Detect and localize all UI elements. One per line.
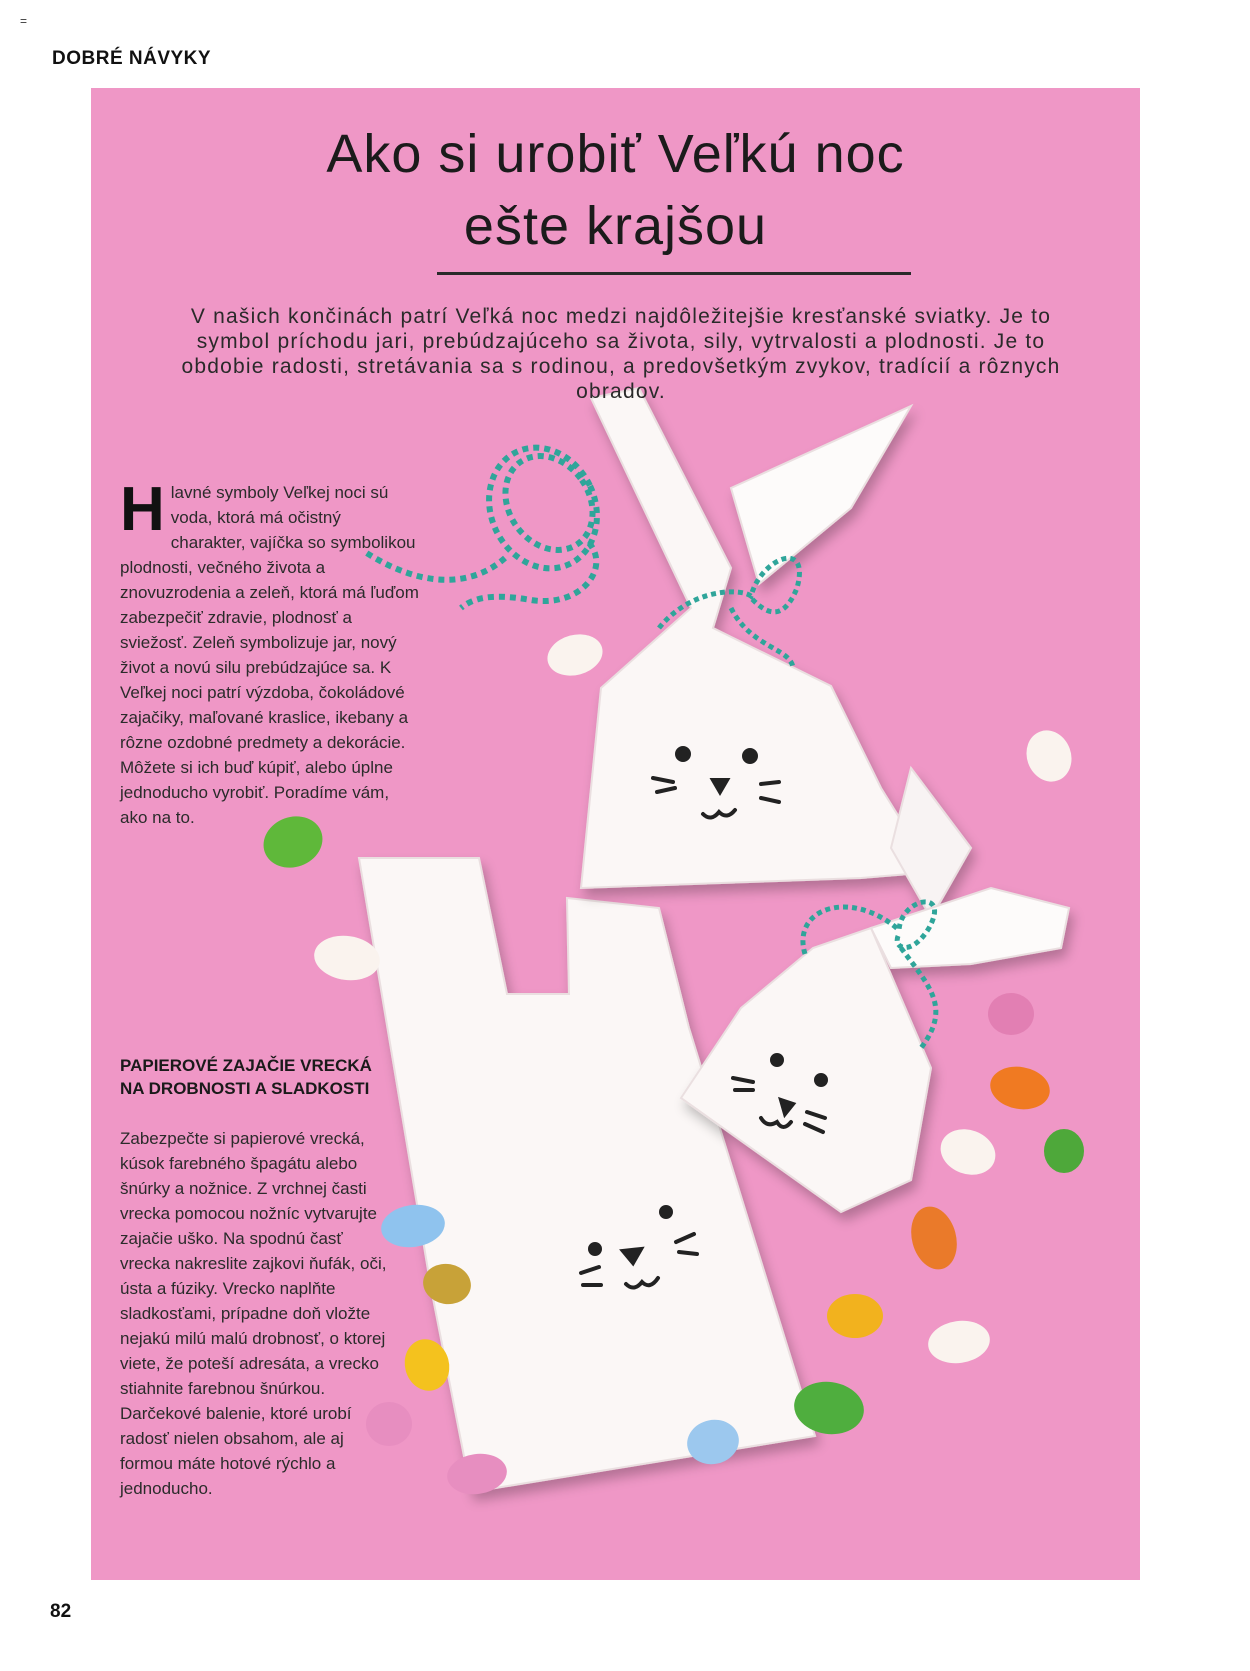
article-intro: V našich končinách patrí Veľká noc medzi najdôležitejšie kresťanské sviatky. Je to symbol príchodu jari, prebúdzajúceho sa života, sily, vytrvalosti a plodnosti. Je to obdobie radosti, stretávania sa s rodinou, a predovšetkým zvykov, tradícií a rôznych obradov. bbox=[181, 305, 1061, 403]
egg-orange bbox=[904, 1201, 963, 1274]
article-panel bbox=[91, 88, 1140, 1580]
egg-green bbox=[1044, 1129, 1084, 1173]
top-mark: = bbox=[20, 14, 28, 28]
egg-white bbox=[934, 1122, 1002, 1182]
article-title bbox=[91, 118, 1140, 262]
bunny-bag-top bbox=[581, 388, 971, 918]
instructions-text: Zabezpečte si papierové vrecká, kúsok farebného špagátu alebo šnúrky a nožnice. Z vrchnej časti vrecka pomocou nožníc vytvarujte zajačie uško. Na spodnú časť vrecka nakreslite zajkovi ňufák, oči, ústa a fúziky. Vrecko naplňte sladkosťami, prípadne doň vložte nejakú milú malú drobnosť, o ktorej viete, že poteší adresáta, a vrecko stiahnite farebnou šnúrkou. Darčekové balenie, ktoré urobí radosť nielen obsahom, ale aj formou máte hotové rýchlo a jednoducho. bbox=[120, 1129, 387, 1498]
article-title-line1: Ako si urobiť Veľkú noc bbox=[326, 124, 905, 184]
title-rule bbox=[437, 272, 911, 275]
egg-pink bbox=[988, 993, 1034, 1035]
egg-yellow bbox=[827, 1294, 883, 1338]
egg-orange bbox=[987, 1062, 1053, 1114]
egg-white bbox=[1019, 724, 1078, 788]
page-number: 82 bbox=[50, 1601, 72, 1622]
egg-white bbox=[543, 628, 607, 681]
subheading: PAPIEROVÉ ZAJAČIE VRECKÁ NA DROBNOSTI A SLADKOSTI bbox=[120, 1056, 372, 1098]
egg-white bbox=[925, 1317, 992, 1367]
section-label: DOBRÉ NÁVYKY bbox=[52, 48, 212, 69]
article-body bbox=[120, 475, 420, 830]
bunny-bag-right bbox=[681, 888, 1069, 1212]
drop-cap: H bbox=[120, 475, 165, 544]
article-title-line2: ešte krajšou bbox=[463, 196, 768, 256]
article-body-text: lavné symboly Veľkej noci sú voda, ktorá má očistný charakter, vajíčka so symbolikou plodnosti, večného života a znovuzrodenia a zeleň, ktorá má ľuďom zabezpečiť zdravie, plodnosť a sviežosť. Zeleň symbolizuje jar, nový život a novú silu prebúdzajúce sa. K Veľkej noci patrí výzdoba, čokoládové zajačiky, maľované kraslice, ikebany a rôzne ozdobné predmety a dekorácie. Môžete si ich buď kúpiť, alebo úplne jednoducho vyrobiť. Poradíme vám, ako na to. bbox=[120, 483, 419, 827]
bunny-bag-large bbox=[359, 858, 815, 1492]
